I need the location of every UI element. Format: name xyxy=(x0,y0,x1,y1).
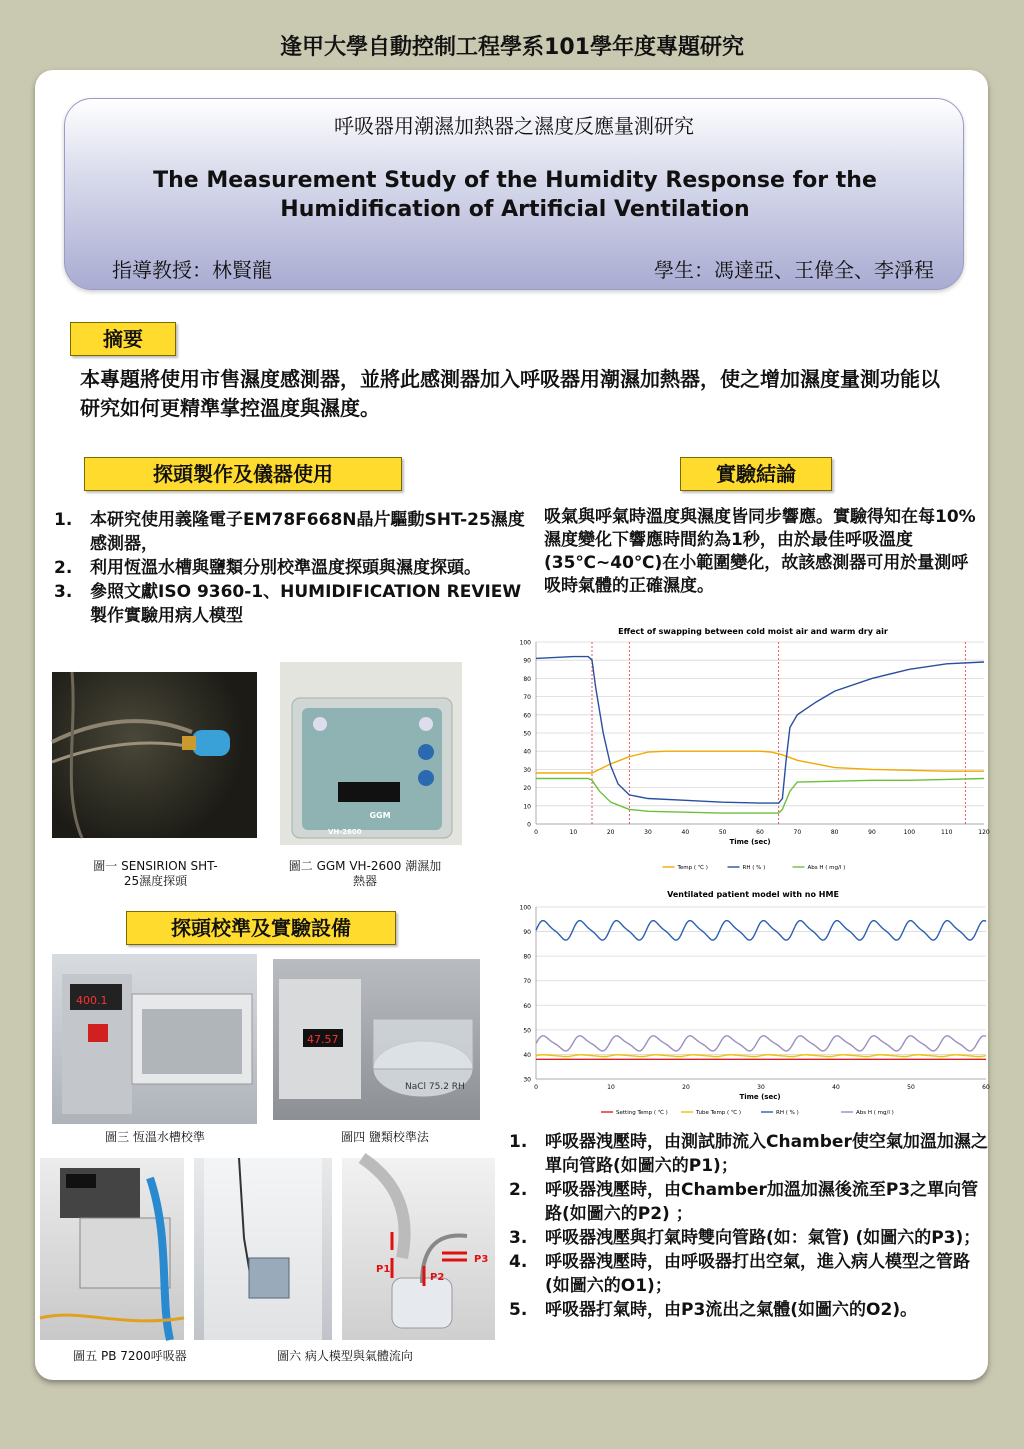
probe-list xyxy=(54,508,529,628)
list-number: 2. xyxy=(54,558,73,578)
y-tick-label: 60 xyxy=(523,712,531,720)
x-tick-label: 90 xyxy=(868,829,876,836)
list-text: 呼吸器洩壓時，由呼吸器打出空氣，進入病人模型之管路(如圖六的O1)； xyxy=(545,1252,970,1296)
list-number: 2. xyxy=(509,1180,528,1200)
legend-label: Setting Temp ( ℃ ) xyxy=(616,1110,668,1116)
series-line xyxy=(536,1036,986,1051)
figure-5b-photo xyxy=(194,1158,332,1340)
figure-3-caption: 圖三 恆溫水槽校準 xyxy=(105,1130,205,1144)
series-line xyxy=(536,779,984,814)
y-tick-label: 40 xyxy=(523,1051,531,1059)
conclusion-text: 吸氣與呼氣時溫度與濕度皆同步響應。實驗得知在每10%濕度變化下響應時間約為1秒，由於最佳呼吸溫度(35℃~40℃)在小範圍變化，故該感測器可用於量測呼吸時氣體的正確濕度。 xyxy=(544,507,976,596)
chart-2-xlabel: Time (sec) xyxy=(739,1093,781,1101)
x-tick-label: 120 xyxy=(978,829,990,836)
list-item xyxy=(54,580,529,628)
list-text: 參照文獻ISO 9360-1、HUMIDIFICATION REVIEW製作實驗用病人模型 xyxy=(90,582,522,626)
sensor-probe-illustration xyxy=(52,672,257,838)
legend-label: RH ( % ) xyxy=(776,1110,799,1116)
series-line xyxy=(536,921,986,941)
figure-1-caption: 圖一 SENSIRION SHT-25濕度探頭 xyxy=(93,859,218,888)
x-tick-label: 60 xyxy=(756,829,764,836)
list-number: 1. xyxy=(54,510,73,530)
figure-1-photo xyxy=(52,672,257,838)
y-tick-label: 50 xyxy=(523,730,531,738)
chart-1-xlabel: Time (sec) xyxy=(729,838,771,846)
list-text: 呼吸器洩壓與打氣時雙向管路(如：氣管) (如圖六的P3)； xyxy=(545,1228,981,1248)
figure-5-caption: 圖五 PB 7200呼吸器 xyxy=(73,1349,187,1363)
salt-calibration-illustration xyxy=(273,959,480,1120)
x-tick-label: 10 xyxy=(569,829,578,836)
ventilator-illustration xyxy=(40,1158,184,1340)
list-text: 利用恆溫水槽與鹽類分別校準溫度探頭與濕度探頭。 xyxy=(90,558,481,578)
list-item xyxy=(509,1130,991,1178)
list-number: 1. xyxy=(509,1132,528,1152)
y-tick-label: 30 xyxy=(523,1076,531,1084)
y-tick-label: 70 xyxy=(523,694,531,702)
list-number: 3. xyxy=(54,582,73,602)
conclusion-list xyxy=(509,1130,991,1322)
salt-label: NaCl 75.2 RH xyxy=(405,1082,465,1092)
y-tick-label: 100 xyxy=(519,639,531,647)
x-tick-label: 30 xyxy=(644,829,652,836)
students: 學生：馮達亞、王偉全、李淨程 xyxy=(654,258,934,282)
x-tick-label: 20 xyxy=(606,829,615,836)
list-item xyxy=(509,1298,991,1322)
y-tick-label: 90 xyxy=(523,657,531,665)
x-tick-label: 80 xyxy=(830,829,839,836)
y-tick-label: 70 xyxy=(523,978,531,986)
x-tick-label: 110 xyxy=(940,829,953,836)
chart-1-legend xyxy=(663,864,846,871)
title-chinese: 呼吸器用潮濕加熱器之濕度反應量測研究 xyxy=(334,114,694,138)
y-tick-label: 100 xyxy=(519,904,531,912)
water-bath-illustration xyxy=(52,954,257,1124)
salt-calibration-display: 47.57 xyxy=(307,1033,339,1046)
chart-humidity-swap xyxy=(510,622,988,876)
y-tick-label: 90 xyxy=(523,929,531,937)
list-number: 5. xyxy=(509,1300,528,1320)
figure-2-photo xyxy=(280,662,462,845)
x-tick-label: 30 xyxy=(757,1084,765,1091)
humidifier-brand: GGM xyxy=(369,811,391,820)
chart-1-title: Effect of swapping between cold moist air and warm dry air xyxy=(618,627,888,636)
figure-4-photo xyxy=(273,959,480,1120)
figure-5-photo xyxy=(40,1158,184,1340)
list-text: 呼吸器打氣時，由P3流出之氣體(如圖六的O2)。 xyxy=(545,1300,918,1320)
chart-2-grid xyxy=(536,907,986,1079)
x-tick-label: 50 xyxy=(907,1084,915,1091)
chart-1-series xyxy=(536,657,984,814)
x-tick-label: 50 xyxy=(718,829,727,836)
list-item xyxy=(509,1250,991,1298)
humidifier-model: VH-2600 xyxy=(328,828,362,836)
y-tick-label: 80 xyxy=(523,675,531,683)
probe-heading: 探頭製作及儀器使用 xyxy=(84,457,402,491)
list-item xyxy=(54,508,529,556)
y-tick-label: 10 xyxy=(523,803,531,811)
list-item xyxy=(509,1178,991,1226)
gas-flow-diagram-illustration xyxy=(342,1158,495,1340)
chart-2-ticks xyxy=(520,905,990,1092)
list-item xyxy=(54,556,529,580)
legend-label: Tube Temp ( ℃ ) xyxy=(696,1110,742,1116)
y-tick-label: 50 xyxy=(523,1027,531,1035)
list-text: 呼吸器洩壓時，由測試肺流入Chamber使空氣加溫加濕之單向管路(如圖六的P1)； xyxy=(545,1132,988,1176)
x-tick-label: 20 xyxy=(682,1084,690,1091)
y-tick-label: 30 xyxy=(523,766,531,774)
legend-label: Temp ( ℃ ) xyxy=(677,865,708,871)
figure-6-caption: 圖六 病人模型與氣體流向 xyxy=(277,1349,413,1363)
conclusion-heading: 實驗結論 xyxy=(680,457,832,491)
figure-2-caption: 圖二 GGM VH-2600 潮濕加熱器 xyxy=(288,859,442,888)
x-tick-label: 100 xyxy=(903,829,916,836)
advisor: 指導教授：林賢龍 xyxy=(112,258,272,282)
chart-2-title: Ventilated patient model with no HME xyxy=(667,890,839,899)
list-number: 4. xyxy=(509,1252,528,1272)
abstract-heading: 摘要 xyxy=(70,322,176,356)
y-tick-label: 40 xyxy=(523,748,531,756)
list-number: 3. xyxy=(509,1228,528,1248)
list-text: 本研究使用義隆電子EM78F668N晶片驅動SHT-25濕度感測器， xyxy=(90,510,525,554)
list-item xyxy=(509,1226,991,1250)
list-text: 呼吸器洩壓時，由Chamber加溫加濕後流至P3之單向管路(如圖六的P2) ； xyxy=(545,1180,979,1224)
department-header: 逢甲大學自動控制工程學系101學年度專題研究 xyxy=(280,35,744,60)
abstract-text: 本專題將使用市售濕度感測器，並將此感測器加入呼吸器用潮濕加熱器，使之增加濕度量測功能以研究如何更精準掌控溫度與濕度。 xyxy=(80,367,940,420)
chart-1-ticks xyxy=(520,640,990,837)
y-tick-label: 20 xyxy=(523,785,531,793)
y-tick-label: 60 xyxy=(523,1002,531,1010)
figure-6-photo xyxy=(342,1158,495,1340)
x-tick-label: 70 xyxy=(793,829,802,836)
label-p1: P1 xyxy=(376,1264,391,1275)
humidifier-illustration xyxy=(280,662,462,845)
legend-label: RH ( % ) xyxy=(742,865,766,871)
x-tick-label: 10 xyxy=(607,1084,615,1091)
figure-4-caption: 圖四 鹽類校準法 xyxy=(341,1130,429,1144)
y-tick-label: 0 xyxy=(527,821,531,829)
label-p3: P3 xyxy=(474,1254,489,1265)
x-tick-label: 40 xyxy=(681,829,690,836)
figure-3-photo xyxy=(52,954,257,1124)
x-tick-label: 0 xyxy=(534,829,538,836)
series-line xyxy=(536,1055,986,1057)
water-bath-display: 400.1 xyxy=(76,994,108,1007)
y-tick-label: 80 xyxy=(523,953,531,961)
x-tick-label: 60 xyxy=(982,1084,990,1091)
title-english: The Measurement Study of the Humidity Response for the Humidification of Artificial Ventilation xyxy=(153,168,877,222)
label-p2: P2 xyxy=(430,1272,445,1283)
calibration-heading: 探頭校準及實驗設備 xyxy=(126,911,396,945)
x-tick-label: 0 xyxy=(534,1084,538,1091)
chart-ventilated-model xyxy=(510,885,988,1120)
legend-label: Abs H ( mg/l ) xyxy=(807,865,846,871)
chart-2-legend xyxy=(601,1109,894,1116)
x-tick-label: 40 xyxy=(832,1084,840,1091)
patient-model-enclosure-illustration xyxy=(194,1158,332,1340)
chart-2-series xyxy=(536,921,986,1060)
legend-label: Abs H ( mg/l ) xyxy=(856,1110,894,1116)
